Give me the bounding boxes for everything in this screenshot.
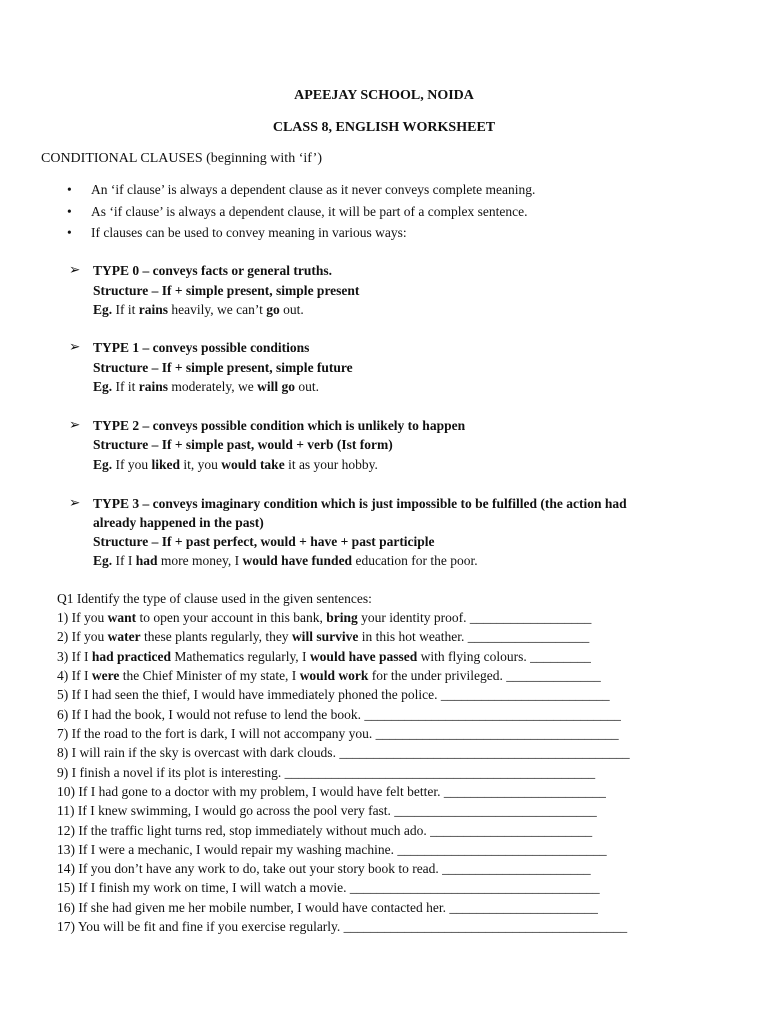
text-run: 10) If I had gone to a doctor with my problem, I would have felt better. ________________________ (57, 784, 606, 799)
text-run: in this hot weather. __________________ (358, 629, 590, 644)
type-example (93, 302, 304, 318)
bold-text-run: had (135, 553, 158, 568)
text-run: 16) If she had given me her mobile number, I would have contacted her. ______________________ (57, 900, 598, 915)
bold-text-run: would take (221, 457, 285, 472)
question-item (57, 803, 597, 819)
text-run: it, you (180, 457, 222, 472)
bold-text-run: Eg. (93, 379, 113, 394)
question-item (57, 765, 595, 781)
text-run: it as your hobby. (284, 457, 378, 472)
text-run: these plants regularly, they (140, 629, 292, 644)
bullet-text: An ‘if clause’ is always a dependent clause as it never conveys complete meaning. (91, 182, 536, 197)
question-item (57, 649, 591, 665)
question-item (57, 610, 591, 626)
text-run: 1) If you (57, 610, 108, 625)
bold-text-run: will survive (291, 629, 359, 644)
question-item (57, 919, 627, 935)
question-item (57, 629, 589, 645)
type-structure: Structure – If + simple present, simple future (93, 360, 353, 375)
text-run: more money, I (157, 553, 243, 568)
type-heading: TYPE 3 – conveys imaginary condition which is just impossible to be fulfilled (the action had (93, 496, 627, 511)
type-heading: TYPE 2 – conveys possible condition which is unlikely to happen (93, 418, 466, 433)
bullet-item (67, 182, 535, 198)
question-item (57, 687, 610, 703)
text-run: 15) If I finish my work on time, I will watch a movie. _____________________________________ (57, 880, 600, 895)
text-run: 6) If I had the book, I would not refuse to lend the book. ______________________________________ (57, 707, 621, 722)
text-run: 2) If you (57, 629, 108, 644)
text-run: out. (279, 302, 304, 317)
text-run: with flying colours. _________ (417, 649, 591, 664)
bullet-item (67, 204, 527, 220)
type-example (93, 553, 478, 569)
bullet-item (67, 225, 407, 241)
text-run: If it (112, 302, 139, 317)
bold-text-run: were (91, 668, 120, 683)
question-item (57, 880, 600, 896)
text-run: your identity proof. __________________ (357, 610, 592, 625)
question-item (57, 823, 592, 839)
bold-text-run: bring (326, 610, 358, 625)
type-example (93, 379, 319, 395)
type-heading-continued: already happened in the past) (93, 515, 264, 530)
text-run: 5) If I had seen the thief, I would have immediately phoned the police. _________________________ (57, 687, 610, 702)
class-title: CLASS 8, ENGLISH WORKSHEET (272, 120, 496, 135)
question-item (57, 707, 621, 723)
bullet-dot-icon: • (67, 182, 72, 197)
question-item (57, 900, 598, 916)
text-run: If it (112, 379, 139, 394)
text-run: 9) I finish a novel if its plot is interesting. ______________________________________________ (57, 765, 596, 780)
text-run: 3) If I (57, 649, 92, 664)
text-run: to open your account in this bank, (136, 610, 327, 625)
question-item (57, 784, 606, 800)
question-item (57, 842, 607, 858)
type-example (93, 457, 378, 473)
text-run: education for the poor. (352, 553, 478, 568)
text-run: out. (295, 379, 320, 394)
bold-text-run: would have funded (242, 553, 353, 568)
text-run: 11) If I knew swimming, I would go across the pool very fast. ______________________________ (57, 803, 597, 818)
text-run: Mathematics regularly, I (170, 649, 310, 664)
text-run: 12) If the traffic light turns red, stop immediately without much ado. ________________________ (57, 823, 593, 838)
bold-text-run: Eg. (93, 553, 113, 568)
arrow-bullet-icon: ➢ (69, 417, 81, 432)
arrow-bullet-icon: ➢ (69, 495, 81, 510)
text-run: moderately, we (168, 379, 258, 394)
arrow-bullet-icon: ➢ (69, 339, 81, 354)
school-title: APEEJAY SCHOOL, NOIDA (294, 88, 474, 103)
question-item (57, 668, 601, 684)
bold-text-run: go (266, 302, 280, 317)
type-structure: Structure – If + simple past, would + verb (Ist form) (93, 437, 393, 452)
text-run: If you (112, 457, 152, 472)
bullet-text: If clauses can be used to convey meaning in various ways: (91, 225, 407, 240)
bold-text-run: liked (151, 457, 181, 472)
text-run: for the under privileged. ______________ (368, 668, 601, 683)
text-run: 7) If the road to the fort is dark, I will not accompany you. ____________________________________ (57, 726, 619, 741)
type-heading: TYPE 0 – conveys facts or general truths. (93, 263, 332, 278)
section-heading: CONDITIONAL CLAUSES (beginning with ‘if’) (41, 151, 322, 166)
text-run: the Chief Minister of my state, I (119, 668, 300, 683)
bold-text-run: want (107, 610, 137, 625)
type-heading: TYPE 1 – conveys possible conditions (93, 340, 310, 355)
bullet-text: As ‘if clause’ is always a dependent clause, it will be part of a complex sentence. (91, 204, 528, 219)
questions-heading: Q1 Identify the type of clause used in the given sentences: (57, 591, 372, 606)
text-run: heavily, we can’t (168, 302, 267, 317)
text-run: 13) If I were a mechanic, I would repair my washing machine. _______________________________ (57, 842, 607, 857)
bold-text-run: Eg. (93, 457, 113, 472)
bold-text-run: would have passed (309, 649, 418, 664)
bold-text-run: had practiced (91, 649, 171, 664)
text-run: If I (112, 553, 136, 568)
question-item (57, 861, 591, 877)
bold-text-run: Eg. (93, 302, 113, 317)
text-run: 17) You will be fit and fine if you exercise regularly. __________________________________________ (57, 919, 628, 934)
text-run: 8) I will rain if the sky is overcast with dark clouds. ___________________________________________ (57, 745, 630, 760)
bold-text-run: water (107, 629, 141, 644)
bold-text-run: will go (257, 379, 296, 394)
question-item (57, 745, 630, 761)
bold-text-run: rains (138, 379, 169, 394)
bold-text-run: rains (138, 302, 169, 317)
text-run: 14) If you don’t have any work to do, take out your story book to read. ______________________ (57, 861, 591, 876)
text-run: 4) If I (57, 668, 92, 683)
type-structure: Structure – If + simple present, simple present (93, 283, 360, 298)
bullet-dot-icon: • (67, 204, 72, 219)
question-item (57, 726, 619, 742)
arrow-bullet-icon: ➢ (69, 262, 81, 277)
type-structure: Structure – If + past perfect, would + have + past participle (93, 534, 435, 549)
bold-text-run: would work (299, 668, 369, 683)
bullet-dot-icon: • (67, 225, 72, 240)
